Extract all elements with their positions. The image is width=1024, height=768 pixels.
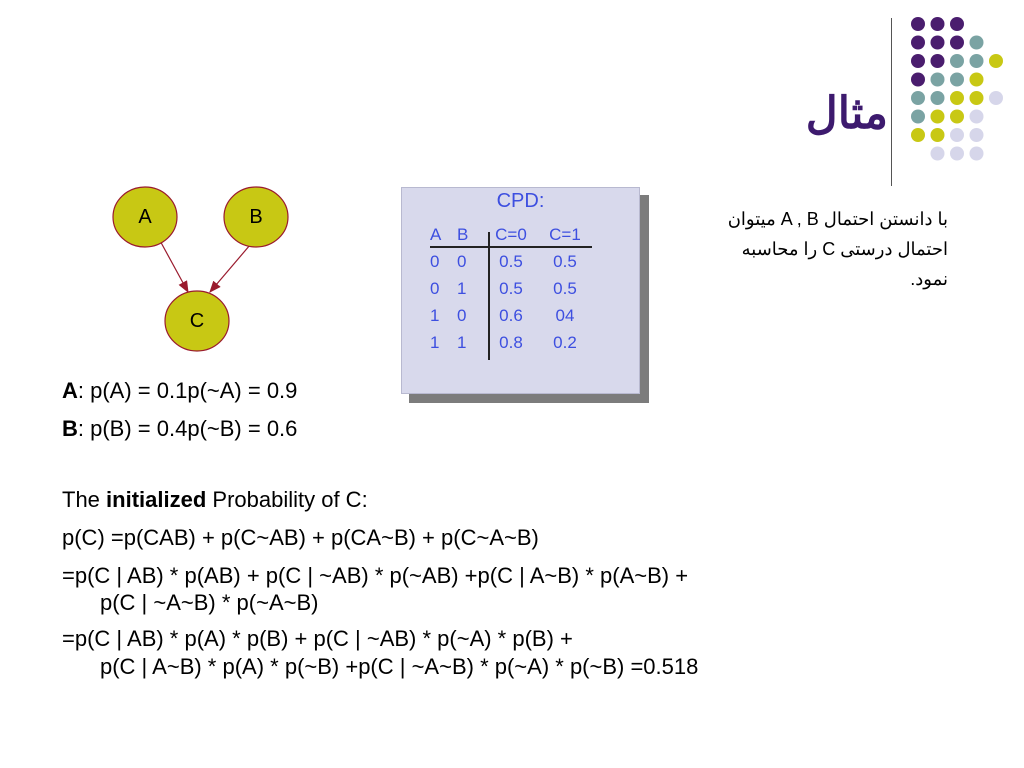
node-b-label: B <box>249 206 263 228</box>
cpd-cell: 0.5 <box>553 252 577 271</box>
bayes-network-diagram <box>100 180 320 360</box>
equation-line-2a: =p(C | AB) * p(AB) + p(C | ~AB) * p(~AB) +p(C | A~B) * p(A~B) + <box>62 563 689 588</box>
cpd-header-cell: A <box>430 225 442 244</box>
cpd-cell: 0 <box>457 252 467 271</box>
cpd-cell: 1 <box>430 333 440 352</box>
cpd-row <box>430 275 592 302</box>
slide-title: مثال <box>805 89 888 138</box>
equation-line-1: p(C) =p(CAB) + p(C~AB) + p(CA~B) + p(C~A~B) <box>62 525 539 550</box>
cpd-cell: 1 <box>457 279 467 298</box>
decorative-dot <box>970 110 984 124</box>
edge-a-to-c <box>158 237 188 292</box>
decorative-dot <box>911 110 925 124</box>
decorative-dot <box>931 17 945 31</box>
title-divider-line <box>891 18 892 186</box>
edge-b-to-c <box>210 245 250 292</box>
decorative-dot <box>970 91 984 105</box>
cpd-cell: 0.8 <box>499 333 523 352</box>
persian-note-line: نمود. <box>910 269 948 289</box>
cpd-title: CPD: <box>496 190 545 212</box>
persian-note-line: احتمال درستی C را محاسبه <box>741 239 948 259</box>
prior-b-label: B <box>62 416 78 441</box>
decorative-dot <box>970 147 984 161</box>
decorative-dot <box>931 36 945 50</box>
decorative-dot <box>931 73 945 87</box>
cpd-header-cell: C=1 <box>549 225 581 244</box>
prior-a <box>62 378 297 404</box>
decorative-dot <box>950 17 964 31</box>
decorative-dot <box>970 128 984 142</box>
decorative-dot <box>931 147 945 161</box>
cpd-vertical-separator <box>488 232 490 360</box>
decorative-dot <box>911 17 925 31</box>
decorative-dot <box>950 73 964 87</box>
decorative-dot <box>931 91 945 105</box>
decorative-dot <box>911 128 925 142</box>
decorative-dot <box>911 54 925 68</box>
cpd-cell: 0.6 <box>499 306 523 325</box>
prior-a-text: : p(A) = 0.1p(~A) = 0.9 <box>77 378 298 403</box>
decorative-dot <box>950 147 964 161</box>
decorative-dot <box>931 54 945 68</box>
cpd-cell: 0 <box>430 279 440 298</box>
node-b <box>224 187 288 247</box>
cpd-cell: 1 <box>457 333 467 352</box>
prior-b-text: : p(B) = 0.4p(~B) = 0.6 <box>77 416 298 441</box>
intro-line <box>62 487 368 513</box>
cpd-cell: 0 <box>430 252 440 271</box>
equation-line-2b: p(C | ~A~B) * p(~A~B) <box>100 590 319 615</box>
cpd-cell: 0.5 <box>553 279 577 298</box>
cpd-table <box>430 224 592 356</box>
node-c-label: C <box>189 310 205 332</box>
cpd-cell: 0.5 <box>499 279 523 298</box>
node-c <box>165 291 229 351</box>
decorative-dot <box>950 54 964 68</box>
cpd-cell: 04 <box>555 306 575 325</box>
cpd-header-cell: C=0 <box>495 225 527 244</box>
equation-line-3b: p(C | A~B) * p(A) * p(~B) +p(C | ~A~B) * p(~A) * p(~B) =0.518 <box>100 654 699 679</box>
decorative-dot <box>911 91 925 105</box>
cpd-box <box>401 187 640 394</box>
decorative-dot <box>950 128 964 142</box>
decorative-dot <box>989 54 1003 68</box>
decorative-dot <box>950 91 964 105</box>
decorative-dot <box>931 128 945 142</box>
cpd-cell: 0.5 <box>499 252 523 271</box>
prior-a-label: A <box>62 378 78 403</box>
decorative-dot <box>970 54 984 68</box>
intro-bold: initialized <box>106 487 207 512</box>
cpd-row <box>430 329 592 356</box>
decorative-dot <box>970 73 984 87</box>
cpd-header-row <box>430 224 592 248</box>
persian-note-line: با دانستن احتمال A , B میتوان <box>727 209 948 229</box>
decorative-dot <box>989 91 1003 105</box>
cpd-row <box>430 248 592 275</box>
decorative-dot <box>950 110 964 124</box>
equation-line-3a: =p(C | AB) * p(A) * p(B) + p(C | ~AB) * p(~A) * p(B) + <box>62 626 573 651</box>
cpd-row <box>430 302 592 329</box>
persian-note <box>668 204 948 294</box>
cpd-cell: 1 <box>430 306 440 325</box>
cpd-cell: 0.2 <box>553 333 577 352</box>
intro-post: Probability of C: <box>206 487 368 512</box>
decorative-dot <box>950 36 964 50</box>
intro-pre: The <box>62 487 107 512</box>
node-a-label: A <box>138 206 152 228</box>
decorative-dot <box>911 73 925 87</box>
cpd-header-cell: B <box>457 225 469 244</box>
node-a <box>113 187 177 247</box>
decorative-dot <box>970 36 984 50</box>
decorative-dot <box>911 36 925 50</box>
decorative-dot <box>931 110 945 124</box>
prior-b <box>62 416 297 442</box>
cpd-cell: 0 <box>457 306 467 325</box>
